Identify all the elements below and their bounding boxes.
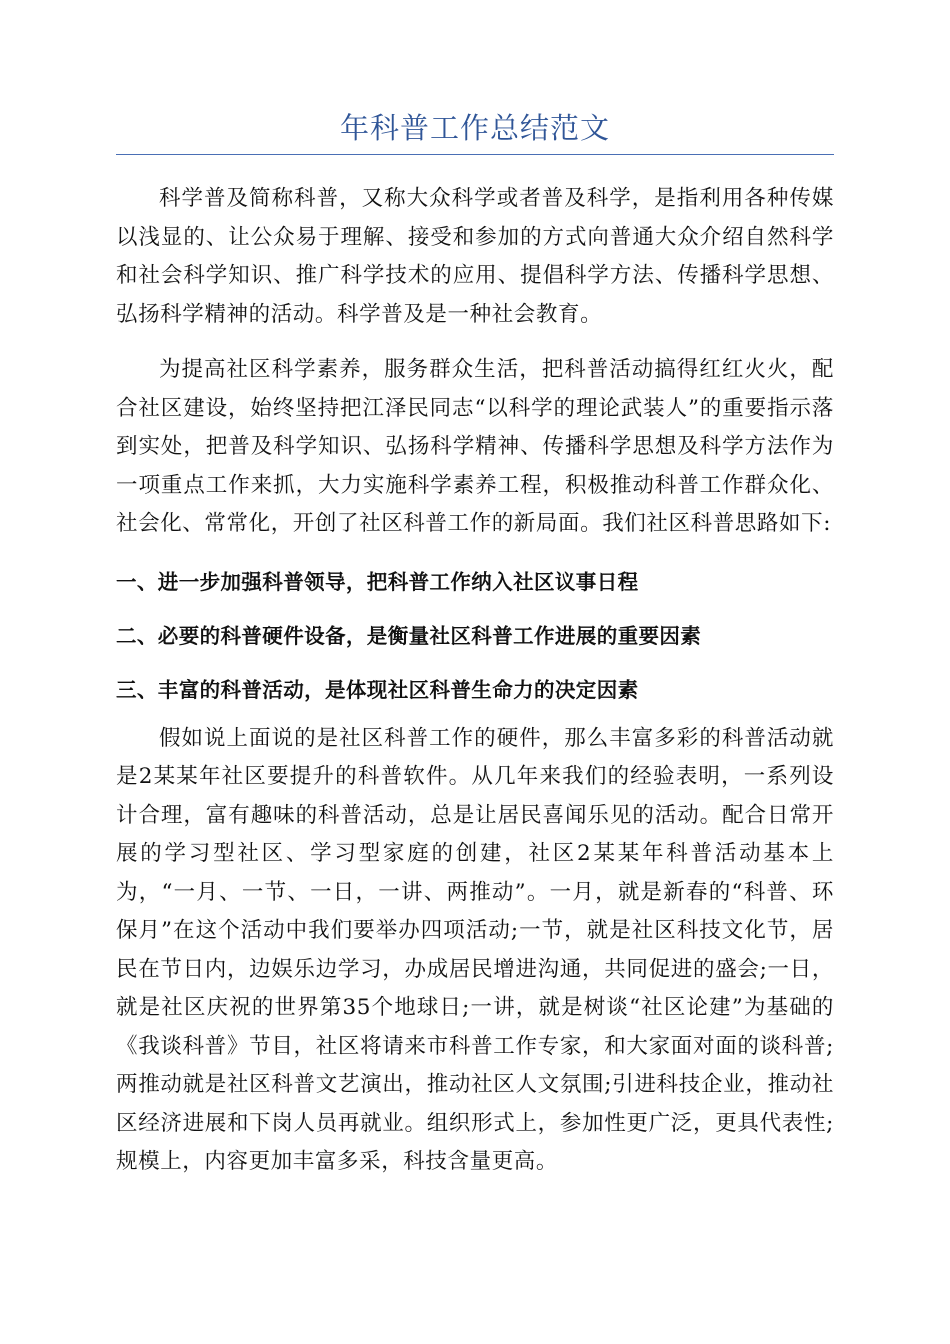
section-heading-2: 二、必要的科普硬件设备，是衡量社区科普工作进展的重要因素 bbox=[116, 623, 702, 648]
section-heading-3: 三、丰富的科普活动，是体现社区科普生命力的决定因素 bbox=[116, 677, 639, 702]
community-paragraph: 为提高社区科学素养，服务群众生活，把科普活动搞得红红火火，配合社区建设，始终坚持把江泽民同志“以科学的理论武装人”的重要指示落到实处，把普及科学知识、弘扬科学精神、传播科学思想及科学方法作为一项重点工作来抓，大力实施科学素养工程，积极推动科普工作群众化、社会化、常常化，开创了社区科普工作的新局面。我们社区科普思路如下: bbox=[116, 357, 834, 536]
activities-paragraph: 假如说上面说的是社区科普工作的硬件，那么丰富多彩的科普活动就是2某某年社区要提升的科普软件。从几年来我们的经验表明，一系列设计合理，富有趣味的科普活动，总是让居民喜闻乐见的活动。配合日常开展的学习型社区、学习型家庭的创建，社区2某某年科普活动基本上为，“一月、一节、一日，一讲、两推动”。一月，就是新春的“科普、环保月”在这个活动中我们要举办四项活动;一节，就是社区科技文化节，居民在节日内，边娱乐边学习，办成居民增进沟通，共同促进的盛会;一日，就是社区庆祝的世界第35个地球日;一讲，就是树谈“社区论建”为基础的《我谈科普》节目，社区将请来市科普工作专家，和大家面对面的谈科普;两推动就是社区科普文艺演出，推动社区人文氛围;引进科技企业，推动社区经济进展和下岗人员再就业。组织形式上，参加性更广泛，更具代表性;规模上，内容更加丰富多采，科技含量更高。 bbox=[116, 725, 834, 1174]
document-title: 年科普工作总结范文 bbox=[116, 108, 834, 155]
section-heading-1: 一、进一步加强科普领导，把科普工作纳入社区议事日程 bbox=[116, 569, 639, 594]
intro-paragraph: 科学普及简称科普，又称大众科学或者普及科学，是指利用各种传媒以浅显的、让公众易于理解、接受和参加的方式向普通大众介绍自然科学和社会科学知识、推广科学技术的应用、提倡科学方法、传播科学思想、弘扬科学精神的活动。科学普及是一种社会教育。 bbox=[116, 186, 834, 327]
document-page bbox=[116, 108, 834, 1182]
